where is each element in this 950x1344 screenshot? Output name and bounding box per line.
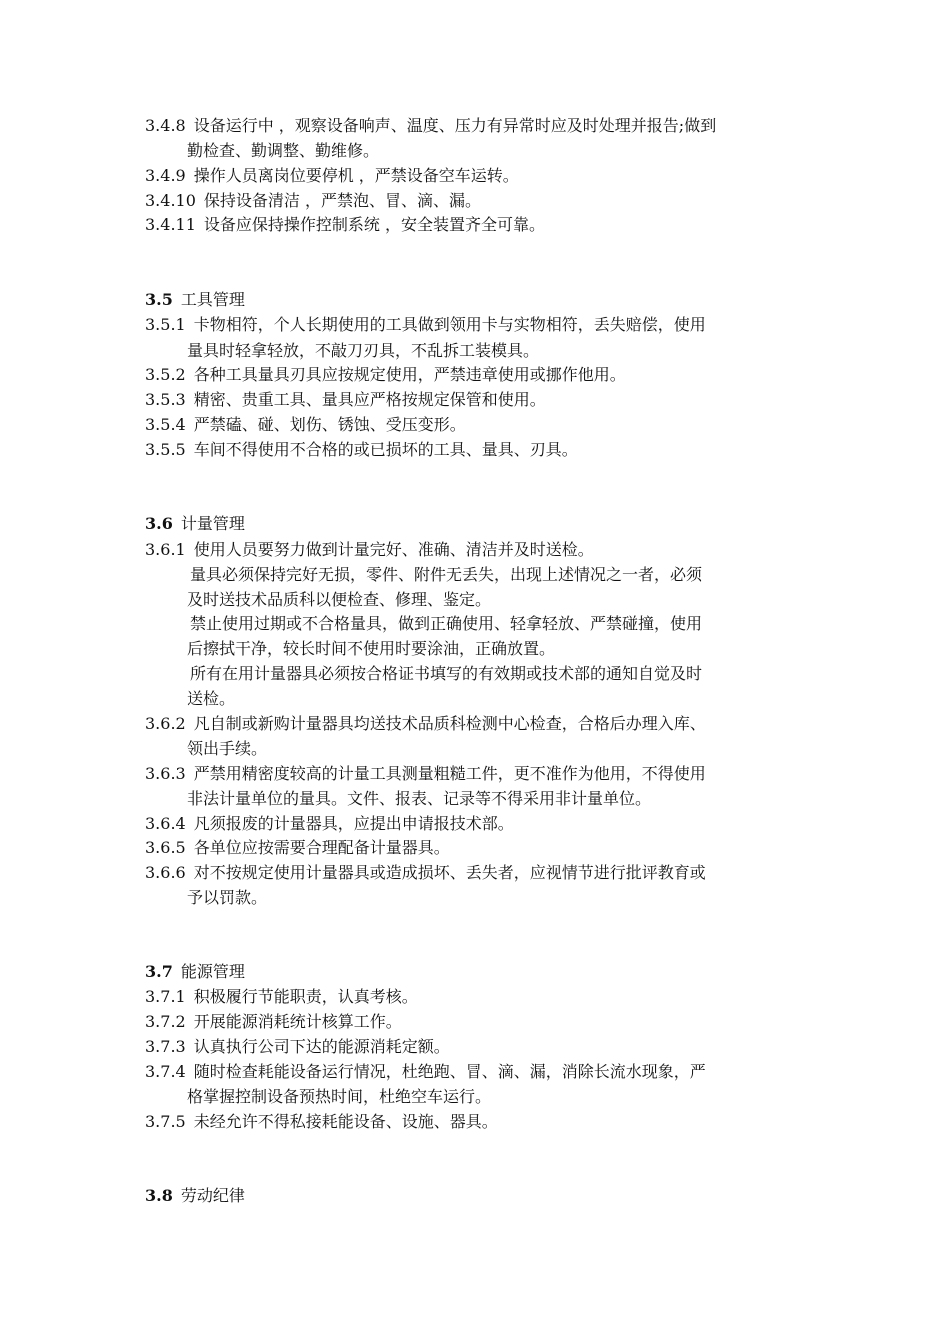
item-text: 严禁用精密度较高的计量工具测量粗糙工件，更不准作为他用，不得使用 [193, 764, 706, 783]
item-number: 3.6.2 [145, 714, 186, 733]
item-3-4-8-continuation: 勤检查、勤调整、勤维修。 [187, 141, 380, 160]
item-text: 认真执行公司下达的能源消耗定额。 [193, 1037, 450, 1056]
item-text: 使用人员要努力做到计量完好、准确、清洁并及时送检。 [193, 540, 594, 559]
item-3-4-10 [145, 191, 815, 211]
item-text: 卡物相符，个人长期使用的工具做到领用卡与实物相符，丢失赔偿，使用 [193, 315, 706, 334]
item-number: 3.5.1 [145, 315, 186, 334]
item-number: 3.4.11 [145, 215, 196, 234]
item-number: 3.7.1 [145, 987, 186, 1006]
item-number: 3.7.5 [145, 1112, 186, 1131]
item-text: 车间不得使用不合格的或已损坏的工具、量具、刃具。 [193, 440, 578, 459]
item-text: 随时检查耗能设备运行情况，杜绝跑、冒、滴、漏，消除长流水现象，严 [193, 1062, 706, 1081]
section-heading-3-5 [145, 290, 815, 310]
item-3-7-5 [145, 1112, 815, 1132]
item-number: 3.5.2 [145, 365, 186, 384]
item-number: 3.5.4 [145, 415, 186, 434]
item-3-7-2 [145, 1012, 815, 1032]
item-3-4-8 [145, 116, 815, 136]
item-number: 3.4.8 [145, 116, 186, 135]
item-number: 3.4.10 [145, 191, 196, 210]
paragraph-3-line-2: 送检。 [187, 689, 236, 708]
item-text: 严禁磕、碰、划伤、锈蚀、受压变形。 [193, 415, 466, 434]
item-text: 未经允许不得私接耗能设备、设施、器具。 [193, 1112, 498, 1131]
item-3-5-1-continuation: 量具时轻拿轻放，不敲刀刃具，不乱拆工装模具。 [187, 341, 540, 360]
item-3-6-6-continuation: 予以罚款。 [187, 888, 268, 907]
section-title: 工具管理 [180, 290, 245, 309]
section-title: 能源管理 [180, 962, 245, 981]
item-3-6-2-continuation: 领出手续。 [187, 739, 268, 758]
item-3-5-3 [145, 390, 815, 410]
item-number: 3.5.5 [145, 440, 186, 459]
item-3-6-5 [145, 838, 815, 858]
item-3-7-3 [145, 1037, 815, 1057]
item-number: 3.6.3 [145, 764, 186, 783]
section-heading-3-6 [145, 514, 815, 534]
section-title: 劳动纪律 [180, 1186, 245, 1205]
item-3-4-9 [145, 166, 815, 186]
item-3-6-6 [145, 863, 815, 883]
item-number: 3.7.4 [145, 1062, 186, 1081]
item-3-5-1 [145, 315, 815, 335]
item-number: 3.6.6 [145, 863, 186, 882]
paragraph-1-line-1: 量具必须保持完好无损，零件、附件无丢失，出现上述情况之一者，必须 [190, 565, 703, 584]
item-3-7-4 [145, 1062, 815, 1082]
item-text: 各种工具量具刃具应按规定使用，严禁违章使用或挪作他用。 [193, 365, 626, 384]
section-number: 3.6 [145, 514, 173, 533]
item-text: 操作人员离岗位要停机 ，严禁设备空车运转。 [193, 166, 519, 185]
item-text: 对不按规定使用计量器具或造成损坏、丢失者，应视情节进行批评教育或 [193, 863, 706, 882]
section-number: 3.7 [145, 962, 173, 981]
paragraph-3-line-1: 所有在用计量器具必须按合格证书填写的有效期或技术部的通知自觉及时 [190, 664, 703, 683]
item-text: 设备应保持操作控制系统 ，安全装置齐全可靠。 [203, 215, 545, 234]
item-text: 开展能源消耗统计核算工作。 [193, 1012, 402, 1031]
item-3-5-2 [145, 365, 815, 385]
section-number: 3.5 [145, 290, 173, 309]
item-text: 各单位应按需要合理配备计量器具。 [193, 838, 450, 857]
item-3-5-5 [145, 440, 815, 460]
item-text: 保持设备清洁 ，严禁泡、冒、滴、漏。 [203, 191, 481, 210]
section-heading-3-7 [145, 962, 815, 982]
item-number: 3.6.4 [145, 814, 186, 833]
item-text: 凡须报废的计量器具，应提出申请报技术部。 [193, 814, 514, 833]
item-number: 3.6.5 [145, 838, 186, 857]
paragraph-1-line-2: 及时送技术品质科以便检查、修理、鉴定。 [187, 590, 492, 609]
item-text: 设备运行中 ，观察设备响声、温度、压力有异常时应及时处理并报告;做到 [193, 116, 717, 135]
item-text: 凡自制或新购计量器具均送技术品质科检测中心检查，合格后办理入库、 [193, 714, 706, 733]
item-3-6-4 [145, 814, 815, 834]
section-heading-3-8 [145, 1186, 815, 1206]
item-3-6-3-continuation: 非法计量单位的量具。文件、报表、记录等不得采用非计量单位。 [187, 789, 652, 808]
paragraph-2-line-2: 后擦拭干净，较长时间不使用时要涂油，正确放置。 [187, 639, 556, 658]
item-number: 3.4.9 [145, 166, 186, 185]
item-3-7-4-continuation: 格掌握控制设备预热时间，杜绝空车运行。 [187, 1087, 492, 1106]
item-3-7-1 [145, 987, 815, 1007]
item-3-6-2 [145, 714, 815, 734]
item-3-5-4 [145, 415, 815, 435]
paragraph-2-line-1: 禁止使用过期或不合格量具，做到正确使用、轻拿轻放、严禁碰撞，使用 [190, 614, 703, 633]
item-number: 3.6.1 [145, 540, 186, 559]
item-3-6-1 [145, 540, 815, 560]
section-title: 计量管理 [180, 514, 245, 533]
item-number: 3.5.3 [145, 390, 186, 409]
item-3-4-11 [145, 215, 815, 235]
item-text: 积极履行节能职责，认真考核。 [193, 987, 418, 1006]
item-text: 精密、贵重工具、量具应严格按规定保管和使用。 [193, 390, 546, 409]
section-number: 3.8 [145, 1186, 173, 1205]
item-3-6-3 [145, 764, 815, 784]
item-number: 3.7.2 [145, 1012, 186, 1031]
item-number: 3.7.3 [145, 1037, 186, 1056]
